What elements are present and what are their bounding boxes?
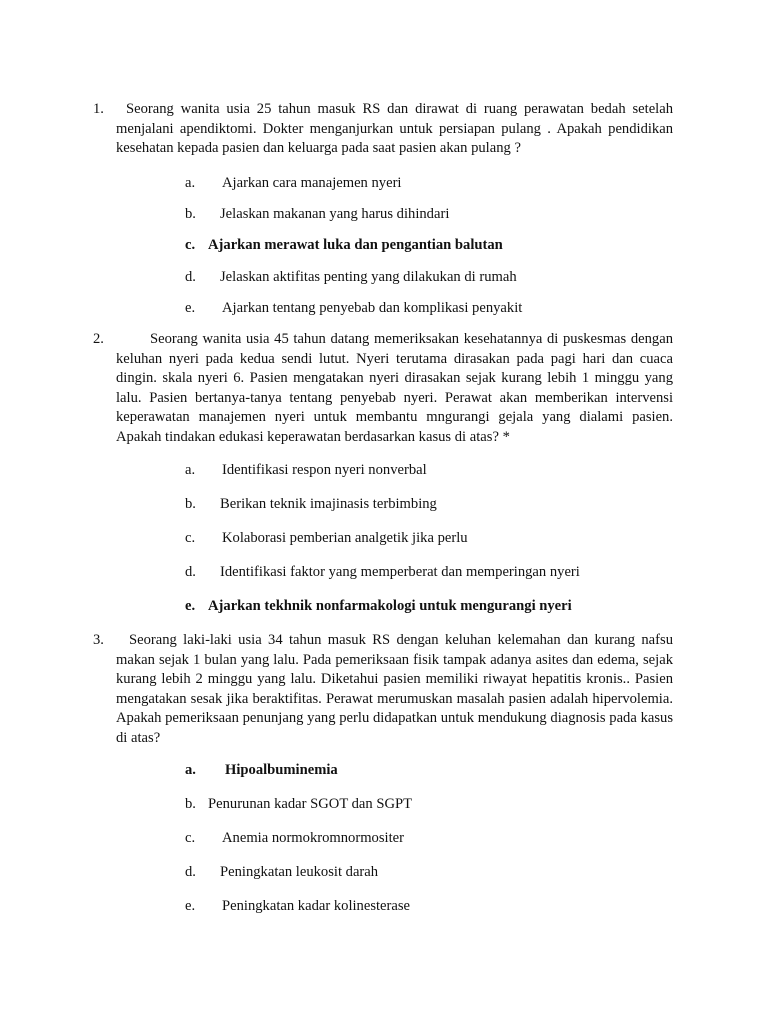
option-letter: b. [185, 496, 196, 512]
option-letter: c. [185, 530, 196, 546]
option-letter: a. [185, 762, 196, 778]
option-2e [0, 597, 768, 617]
option-text: Peningkatan kadar kolinesterase [222, 898, 411, 914]
option-3d [0, 863, 768, 883]
option-text: Berikan teknik imajinasis terbimbing [220, 496, 437, 512]
option-3e [0, 897, 768, 917]
option-1b [0, 205, 768, 225]
question-2 [0, 330, 768, 447]
option-1a [0, 174, 768, 194]
option-text: Hipoalbuminemia [225, 762, 338, 778]
option-text: Identifikasi respon nyeri nonverbal [222, 462, 427, 478]
question-text: Seorang wanita usia 25 tahun masuk RS dan dirawat di ruang perawatan bedah setelah menjalani apendiktomi. Dokter menganjurkan untuk persiapan pulang . Apakah pendidikan kesehatan kepada pasien dan keluarga pada saat pasien akan pulang ? [116, 101, 673, 156]
option-text: Peningkatan leukosit darah [220, 864, 379, 880]
option-text: Penurunan kadar SGOT dan SGPT [208, 796, 413, 812]
option-2d [0, 563, 768, 583]
option-letter: b. [185, 206, 196, 222]
option-2c [0, 529, 768, 549]
option-1d [0, 268, 768, 288]
question-number: 1. [93, 101, 104, 117]
option-letter: a. [185, 175, 196, 191]
question-number: 3. [93, 632, 104, 648]
option-letter: b. [185, 796, 196, 812]
option-2b [0, 495, 768, 515]
question-text: Seorang laki-laki usia 34 tahun masuk RS dengan keluhan kelemahan dan kurang nafsu makan sejak 1 bulan yang lalu. Pada pemeriksaan fisik tampak adanya asites dan edema, sejak kurang lebih 2 minggu yang lalu. Diketahui pasien memiliki riwayat hepatitis kronis.. Pasien mengatakan sesak jika beraktifitas. Perawat merumuskan masalah pasien adalah hipervolemia. Apakah pemeriksaan penunjang yang perlu didapatkan untuk mendukung diagnosis pada kasus di atas? [116, 632, 673, 746]
option-1e [0, 299, 768, 319]
option-text: Identifikasi faktor yang memperberat dan memperingan nyeri [220, 564, 580, 580]
option-3c [0, 829, 768, 849]
option-letter: d. [185, 864, 196, 880]
option-text: Ajarkan tentang penyebab dan komplikasi penyakit [222, 300, 523, 316]
option-text: Jelaskan makanan yang harus dihindari [220, 206, 450, 222]
option-text: Jelaskan aktifitas penting yang dilakukan di rumah [220, 269, 517, 285]
option-3a [0, 761, 768, 781]
option-letter: c. [185, 237, 196, 253]
option-text: Anemia normokromnormositer [222, 830, 404, 846]
option-letter: e. [185, 300, 196, 316]
option-letter: a. [185, 462, 196, 478]
option-text: Ajarkan merawat luka dan pengantian balutan [208, 237, 503, 253]
question-1 [0, 100, 768, 159]
option-letter: d. [185, 269, 196, 285]
question-number: 2. [93, 331, 104, 347]
option-text: Ajarkan tekhnik nonfarmakologi untuk mengurangi nyeri [208, 598, 572, 614]
option-text: Ajarkan cara manajemen nyeri [222, 175, 402, 191]
option-letter: e. [185, 598, 196, 614]
question-text: Seorang wanita usia 45 tahun datang memeriksakan kesehatannya di puskesmas dengan keluhan nyeri pada kedua sendi lutut. Nyeri terutama dirasakan pada pagi hari dan cuaca dingin. skala nyeri 6. Pasien mengatakan nyeri dirasakan sejak kurang lebih 1 minggu yang lalu. Pasien bertanya-tanya tentang penyebab nyeri. Perawat akan memberikan intervensi keperawatan manajemen nyeri untuk membantu mngurangi gejala yang dialami pasien. Apakah tindakan edukasi keperawatan berdasarkan kasus di atas? * [116, 331, 673, 445]
option-letter: c. [185, 830, 196, 846]
option-1c [0, 236, 768, 256]
option-2a [0, 461, 768, 481]
question-3 [0, 631, 768, 748]
option-3b [0, 795, 768, 815]
option-letter: e. [185, 898, 196, 914]
option-text: Kolaborasi pemberian analgetik jika perlu [222, 530, 468, 546]
option-letter: d. [185, 564, 196, 580]
